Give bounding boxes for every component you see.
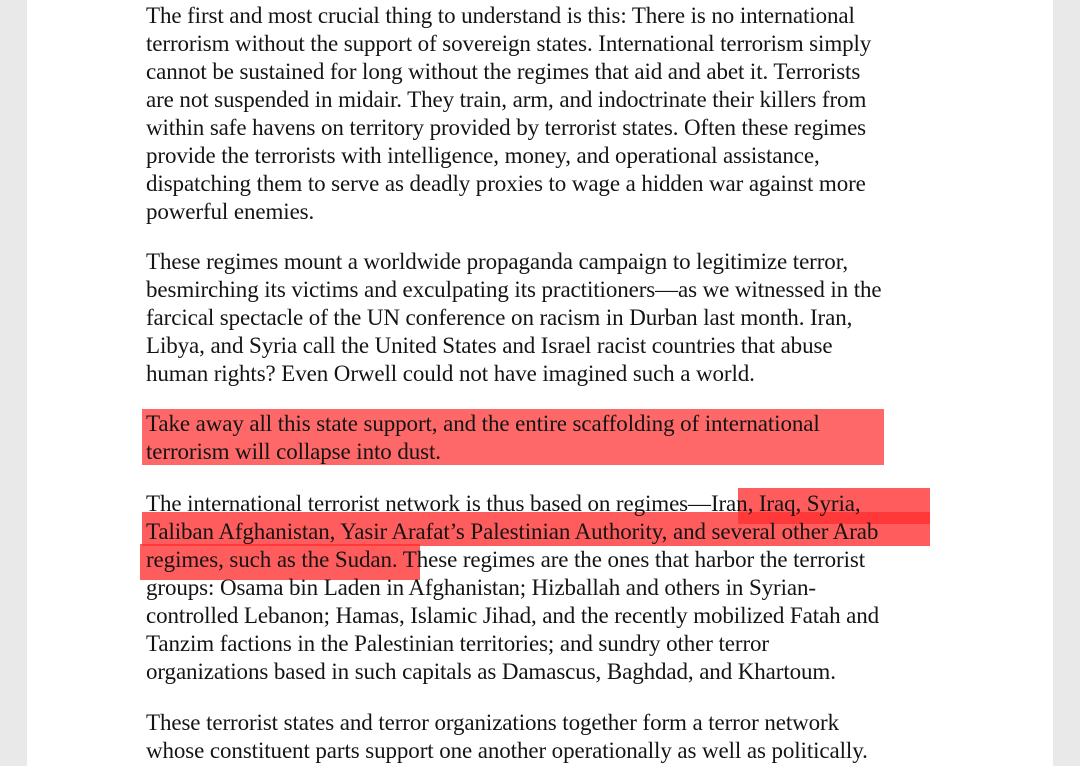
text-line: terrorism will collapse into dust. [146,439,441,464]
text-line [146,490,861,518]
text-line: cannot be sustained for long without the regimes that aid and abet it. Terrorists [146,59,861,84]
text-line: Take away all this state support, and the entire scaffolding of international [146,411,820,436]
text-line: Taliban Afghanistan, Yasir Arafat’s Palestinian Authority, and several other Arab [146,519,879,544]
text-highlighted: regimes, such as the Sudan. [146,547,398,572]
text-highlighted: Iran, Iraq, Syria, [710,491,861,516]
left-page-margin [0,0,27,766]
text-line: farcical spectacle of the UN conference on racism in Durban last month. Iran, [146,305,853,330]
text-line: are not suspended in midair. They train, arm, and indoctrinate their killers from [146,87,867,112]
text-line: whose constituent parts support one another operationally as well as politically. [146,738,868,763]
text-line: controlled Lebanon; Hamas, Islamic Jihad, and the recently mobilized Fatah and [146,603,880,628]
text-line: organizations based in such capitals as Damascus, Baghdad, and Khartoum. [146,659,836,684]
text-line: These terrorist states and terror organizations together form a terror network [146,710,840,735]
text-line: Tanzim factions in the Palestinian territories; and sundry other terror [146,631,769,656]
text-line: The first and most crucial thing to understand is this: There is no international [146,3,855,28]
text-plain: These regimes are the ones that harbor the terrorist [397,547,866,572]
text-line: within safe havens on territory provided by terrorist states. Often these regimes [146,115,867,140]
text-line: terrorism without the support of sovereign states. International terrorism simply [146,31,872,56]
text-line: human rights? Even Orwell could not have imagined such a world. [146,361,755,386]
text-line: powerful enemies. [146,199,315,224]
right-page-margin [1053,0,1080,766]
text-line: groups: Osama bin Laden in Afghanistan; Hizballah and others in Syrian- [146,575,816,600]
text-line: provide the terrorists with intelligence, money, and operational assistance, [146,143,820,168]
text-line: besmirching its victims and exculpating its practitioners—as we witnessed in the [146,277,882,302]
text-line: Libya, and Syria call the United States and Israel racist countries that abuse [146,333,833,358]
text-plain: The international terrorist network is thus based on regimes— [146,491,711,516]
text-line: These regimes mount a worldwide propaganda campaign to legitimize terror, [146,249,848,274]
text-line [146,546,865,574]
text-line: dispatching them to serve as deadly proxies to wage a hidden war against more [146,171,866,196]
